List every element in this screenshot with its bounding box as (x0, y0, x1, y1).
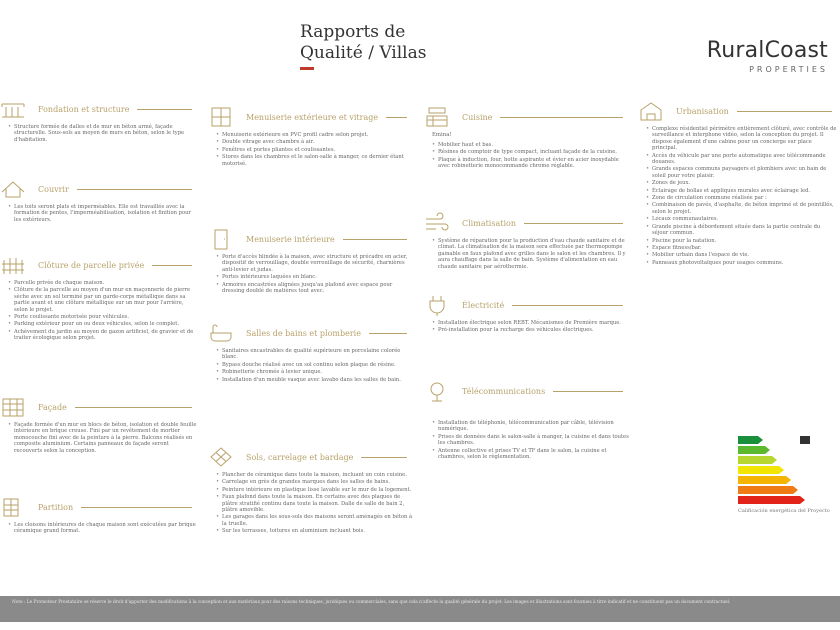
list-item: • Mobilier haut et bas. (432, 142, 629, 148)
section-label: Urbanisation (676, 106, 729, 116)
energy-bar (738, 436, 758, 444)
section-salles (208, 322, 413, 384)
section-climatisation (424, 212, 629, 271)
list-item: • Parcelle privée de chaque maison. (8, 280, 198, 286)
partition-icon (0, 496, 26, 518)
list-item: • Prises de données dans le salon-salle à manger, la cuisine et dans toutes les chambres. (432, 434, 629, 447)
section-electricite (424, 294, 629, 335)
energy-bar (738, 456, 772, 464)
list-item: • Système de réparation pour la production d'eau chaude sanitaire et de climat. La climatisation de la maison sera effectuée par thermopompe gainable en faux plafond avec grilles dans le salon et les chambres. Il y aura chauffage dans la salle de bain. Système d'alimentation en eau chaude sanitaire par aérothermie. (432, 238, 629, 270)
list-item: • Espace fitness/bar. (646, 245, 838, 251)
door-icon (208, 228, 234, 250)
section-label: Télécommunications (462, 386, 546, 396)
divider (75, 407, 192, 408)
foundation-icon (0, 98, 26, 120)
list-item: • Piscine pour la natation. (646, 238, 838, 244)
list-item: • Zones de jeux. (646, 180, 838, 186)
list-item: • Porte coulissante motorisée pour véhicules. (8, 314, 198, 320)
title-accent (300, 67, 314, 70)
divider (152, 265, 192, 266)
energy-bar (738, 486, 793, 494)
plug-icon (424, 294, 450, 316)
list-item: • Parking extérieur pour un ou deux véhicules, selon le complet. (8, 321, 198, 327)
list-item: • Pré-installation pour la recharge des véhicules électriques. (432, 327, 629, 333)
list-item: • Grande piscine à débordement située dans la partie centrale du séjour commun. (646, 224, 838, 237)
facade-icon (0, 396, 26, 418)
list-item: • Armoires encastrées alignées jusqu'au plafond avec espace pour dressing doublé de matières tout avec. (216, 282, 413, 295)
list-item: • Carrelage en grès de grandes marques dans les salles de bains. (216, 479, 413, 485)
list-item: • Sanitaires encastrables de qualité supérieure en porcelaine colorée blanc. (216, 348, 413, 361)
list-item: • Bypass douche réalisé avec un sol continu selon plaque de résine. (216, 362, 413, 368)
section-label: Climatisation (462, 218, 516, 228)
list-item: • Les garages dans les sous-sols des maisons seront aménagés en béton à la truelle. (216, 514, 413, 527)
footer-text: Note : Le Promoteur Prestataire se réserve le droit d'apporter des modifications à la conception et aux matériaux pour des raisons techniques, juridiques ou commerciales, sans que cela n'affecte la qualité générale du projet. Les images et illustrations sont fournies à titre indicatif et ne constituent pas un document contractuel. (12, 600, 731, 605)
section-facade (0, 396, 198, 455)
list-item: • Résines de comptoir de type compact, incluant façade de la cuisine. (432, 149, 629, 155)
section-label: Salles de bains et plomberie (246, 328, 361, 338)
list-item: • Façade formée d'un mur en blocs de béton, isolation et double feuille intérieure en brique creuse. Fini par un revêtement de mortier monocouche fini avec de la peinture à la pierre. Balcons réalisés en composite aluminium. Certains panneaux de façade seront recouverts selon la conception. (8, 422, 198, 454)
list-item: • Installation électrique selon REBT. Mécanismes de Première marque. (432, 320, 629, 326)
section-fondation (0, 98, 198, 144)
list-item: • Les toits seront plats et imperméables. Elle est travaillée avec la formation de pentes, l'imperméabilisation, isolation et finition pour les extérieurs. (8, 204, 198, 223)
list-item: • Plaque à induction, four, hotte aspirante et évier en acier inoxydable avec robinetterie monocommande chrome réglable. (432, 157, 629, 170)
section-menuiserie-ext (208, 106, 413, 168)
list-item: • Menuiserie extérieure en PVC profil cadre selon projet. (216, 132, 413, 138)
list-item: • Stores dans les chambres et le salon-salle à manger, ce dernier étant motorisé. (216, 154, 413, 167)
energy-caption: Calificación energética del Proyecto (738, 508, 830, 514)
footer-disclaimer (0, 596, 840, 622)
section-label: Couvrir (38, 184, 69, 194)
section-label: Façade (38, 402, 67, 412)
divider (81, 507, 192, 508)
wind-icon (424, 212, 450, 234)
building-icon (638, 100, 664, 122)
list-item: • Installation d'un meuble vasque avec lavabo dans les salles de bain. (216, 377, 413, 383)
antenna-icon (424, 380, 450, 402)
section-label: Fondation et structure (38, 104, 130, 114)
list-item: • Peinture intérieure en plastique lisse lavable sur le mur de la logement. (216, 487, 413, 493)
list-item: • Panneaux photovoltaïques pour usages communs. (646, 260, 838, 266)
section-couvrir (0, 178, 198, 224)
section-label: Cuisine (462, 112, 493, 122)
section-cuisine (424, 106, 629, 171)
kitchen-icon (424, 106, 450, 128)
list-item: • Porte d'accès blindée à la maison, avec structure et précadre en acier, dispositif de verrouillage, double verrouillage de sécurité, charnières anti-levier et judas. (216, 254, 413, 273)
divider (137, 109, 192, 110)
section-cloture (0, 254, 198, 343)
page-title (300, 22, 426, 70)
energy-bars (738, 436, 830, 504)
divider (343, 239, 407, 240)
energy-bar (738, 476, 786, 484)
list-item: • Mobilier urbain dans l'espace de vie. (646, 252, 838, 258)
list-item: • Portes intérieures laquées en blanc. (216, 274, 413, 280)
section-label: Menuiserie extérieure et vitrage (246, 112, 379, 122)
section-label: Partition (38, 502, 74, 512)
list-item: • Faux plafond dans toute la maison. En certains avec des plaques de plâtre stratifié continu dans toute la maison. Dalle de salle de bain 2, plâtre amovible. (216, 494, 413, 513)
list-item: • Les cloisons intérieures de chaque maison sont exécutées par brique céramique grand format. (8, 522, 198, 535)
list-item: • Plancher de céramique dans toute la maison, incluant un coin cuisine. (216, 472, 413, 478)
divider (500, 117, 623, 118)
window-icon (208, 106, 234, 128)
brand-sub: PROPERTIES (749, 65, 828, 74)
divider (77, 189, 192, 190)
title-line-1: Rapports de (300, 22, 406, 42)
list-item: • Clôture de la parcelle au moyen d'un mur en maçonnerie de pierre sèche avec un sol terminé par un garde-corps métallique dans sa partie avant et une clôture métallique sur un mur pour l'arrière, selon le projet. (8, 287, 198, 313)
list-item: • Structure formée de dalles et de mur en béton armé, façade structurelle. Sous-sols au moyen de murs en béton, selon le type d'habitation. (8, 124, 198, 143)
tiles-icon (208, 446, 234, 468)
roof-icon (0, 178, 26, 200)
energy-rating-chart (738, 436, 830, 514)
section-sols (208, 446, 413, 536)
list-item: • Fenêtres et portes pliantes et coulissantes. (216, 147, 413, 153)
list-item: • Éclairage de bollas et appliques murales avec éclairage led. (646, 188, 838, 194)
list-item: • Robinetterie chromée à levier unique. (216, 369, 413, 375)
section-partition (0, 496, 198, 536)
energy-bar (738, 466, 779, 474)
divider (553, 391, 623, 392)
bathtub-icon (208, 322, 234, 344)
fence-icon (0, 254, 26, 276)
divider (361, 457, 407, 458)
list-item: • Combinaison de pavés, d'asphalte, de béton imprimé et de pointillés, selon le projet. (646, 202, 838, 215)
section-lead: Emina! (432, 132, 452, 138)
list-item: • Complexe résidentiel périmètre entièrement clôturé, avec contrôle de surveillance et interphone vidéo, selon la conception du projet. Il dispose également d'une cabine pour un concierge sur place principal. (646, 126, 838, 152)
section-urbanisation (638, 100, 838, 267)
list-item: • Locaux communautaires. (646, 216, 838, 222)
list-item: • Installation de téléphonie, télécommunication par câble, télévision numérique. (432, 420, 629, 433)
title-line-2: Qualité / Villas (300, 43, 427, 63)
list-item: • Double vitrage avec chambre à air. (216, 139, 413, 145)
section-telecom (424, 380, 629, 461)
section-label: Menuiserie intérieure (246, 234, 335, 244)
energy-rating-marker (800, 436, 810, 444)
brand-logo (707, 38, 828, 74)
divider (386, 117, 407, 118)
divider (512, 305, 623, 306)
energy-bar (738, 496, 800, 504)
divider (737, 111, 832, 112)
energy-bar (738, 446, 765, 454)
list-item: • Achèvement du jardin au moyen de gazon artificiel, de gravier et de traiter écologique selon projet. (8, 329, 198, 342)
list-item: • Zone de circulation commune réalisée par : (646, 195, 838, 201)
section-menuiserie-int (208, 228, 413, 295)
section-label: Clôture de parcelle privée (38, 260, 145, 270)
list-item: • Accès du véhicule par une porte automatique avec télécommande douanes. (646, 153, 838, 166)
list-item: • Grands espaces communs paysagers et plombiers avec un bain de soleil pour votre plaisir. (646, 166, 838, 179)
list-item: • Antenne collective et prises TV et TF dans le salon, la cuisine et chambres, selon le règlementation. (432, 448, 629, 461)
divider (369, 333, 407, 334)
section-label: Électricité (462, 300, 505, 310)
brand-name: RuralCoast (706, 38, 828, 63)
section-label: Sols, carrelage et bardage (246, 452, 354, 462)
divider (524, 223, 623, 224)
list-item: • Sur les terrasses, toitures en aluminium incluant bois. (216, 528, 413, 534)
